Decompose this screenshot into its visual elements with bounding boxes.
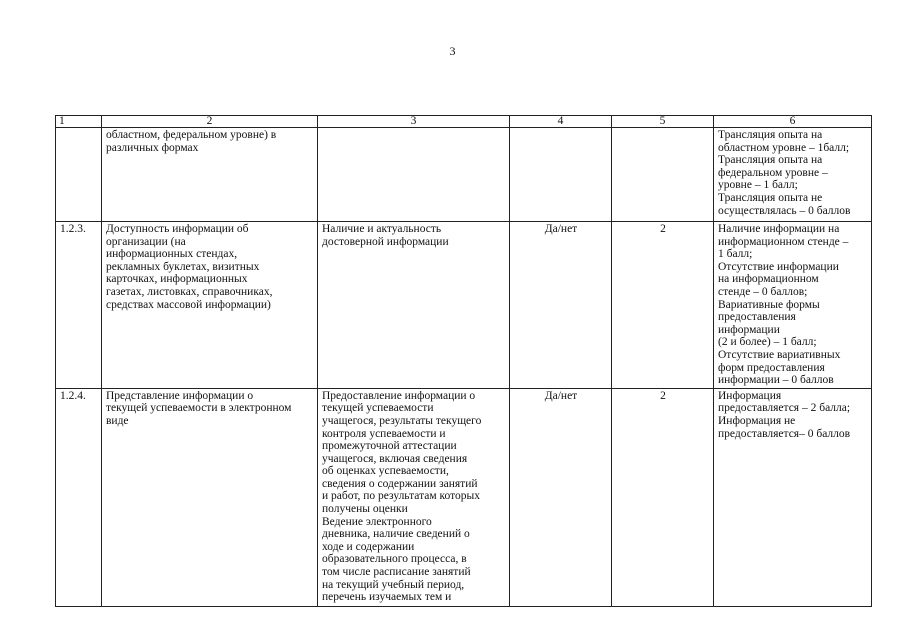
cell-text-line: организации (на	[106, 235, 186, 248]
cell-text-line: дневника, наличие сведений о	[322, 528, 470, 541]
cell-text-line: информационных стендах,	[106, 248, 238, 261]
cell-text-line: промежуточной аттестации	[322, 440, 457, 453]
cell-text-line: стенде – 0 баллов;	[718, 285, 808, 298]
table-header-row	[56, 116, 872, 128]
header-cell-2: 2	[102, 116, 318, 128]
cell-text-line: Ведение электронного	[322, 515, 432, 528]
cell-text-line: Трансляция опыта на	[718, 129, 823, 141]
cell-text-line: образовательного процесса, в	[322, 553, 467, 566]
scoring-cell	[714, 222, 872, 389]
cell-text-line: текущей успеваемости	[322, 402, 434, 415]
cell-text-line: ходе и содержании	[322, 540, 415, 553]
cell-text-line: осуществлялась – 0 баллов	[718, 204, 851, 217]
criteria-cell	[318, 388, 510, 606]
cell-text-line: сведения о содержании занятий	[322, 477, 478, 490]
cell-text-line: форм предоставления	[718, 361, 825, 374]
cell-text-line: получены оценки	[322, 503, 408, 516]
cell-text-line: различных формах	[106, 141, 199, 154]
cell-text-line: Наличие информации на	[718, 223, 840, 235]
cell-text-line: учащегося, результаты текущего	[322, 414, 482, 427]
criteria-cell	[318, 222, 510, 389]
cell-text-line: виде	[106, 414, 129, 427]
criteria-cell	[318, 128, 510, 222]
cell-text-line: (2 и более) – 1 балл;	[718, 336, 817, 349]
header-cell-3: 3	[318, 116, 510, 128]
cell-text-line: 1 балл;	[718, 248, 753, 261]
cell-text-line: уровне – 1 балл;	[718, 179, 798, 192]
cell-text-line: учащегося, включая сведения	[322, 452, 468, 465]
cell-text-line: и работ, по результатам которых	[322, 490, 480, 503]
page-number: 3	[449, 44, 456, 58]
scoring-cell	[714, 388, 872, 606]
cell-text-line: информации – 0 баллов	[718, 374, 834, 387]
cell-text-line: карточках, информационных	[106, 273, 248, 286]
indicator-cell	[102, 128, 318, 222]
cell-text-line: Трансляция опыта на	[718, 154, 823, 167]
max-score-cell: 2	[612, 222, 714, 389]
cell-text-line: Доступность информации об	[106, 223, 249, 235]
cell-text-line: информационном стенде –	[718, 235, 849, 248]
header-cell-1: 1	[56, 116, 102, 128]
cell-text-line: достоверной информации	[322, 235, 449, 248]
answer-cell: Да/нет	[510, 388, 612, 606]
answer-cell	[510, 128, 612, 222]
scoring-cell	[714, 128, 872, 222]
cell-text-line: текущей успеваемости в электронном	[106, 402, 292, 415]
cell-text-line: областном уровне – 1балл;	[718, 141, 850, 154]
criteria-table	[55, 115, 872, 607]
row-number-cell	[56, 128, 102, 222]
header-cell-4: 4	[510, 116, 612, 128]
cell-text-line: предоставления	[718, 311, 796, 324]
cell-text-line: Отсутствие вариативных	[718, 348, 841, 361]
cell-text-line: на текущий учебный период,	[322, 578, 465, 591]
cell-text-line: том числе расписание занятий	[322, 566, 471, 579]
cell-text-line: Отсутствие информации	[718, 260, 839, 273]
cell-text-line: на информационном	[718, 273, 819, 286]
header-cell-5: 5	[612, 116, 714, 128]
table-row	[56, 128, 872, 222]
cell-text-line: Вариативные формы	[718, 298, 820, 311]
cell-text-line: Трансляция опыта не	[718, 191, 823, 204]
row-number-cell: 1.2.4.	[56, 388, 102, 606]
table-row	[56, 222, 872, 389]
cell-text-line: средствах массовой информации)	[106, 298, 271, 311]
max-score-cell	[612, 128, 714, 222]
cell-text-line: предоставляется – 2 балла;	[718, 402, 851, 415]
cell-text-line: областном, федеральном уровне) в	[106, 129, 277, 141]
cell-text-line: Предоставление информации о	[322, 389, 476, 402]
cell-text-line: об оценках успеваемости,	[322, 465, 449, 478]
cell-text-line: информации	[718, 323, 780, 336]
cell-text-line: Информация	[718, 389, 782, 402]
cell-text-line: газетах, листовках, справочниках,	[106, 285, 273, 298]
indicator-cell	[102, 388, 318, 606]
answer-cell: Да/нет	[510, 222, 612, 389]
cell-text-line: перечень изучаемых тем и	[322, 591, 452, 604]
table-row	[56, 388, 872, 606]
cell-text-line: федеральном уровне –	[718, 166, 828, 179]
cell-text-line: предоставляется– 0 баллов	[718, 427, 851, 440]
cell-text-line: рекламных буклетах, визитных	[106, 260, 260, 273]
indicator-cell	[102, 222, 318, 389]
row-number-cell: 1.2.3.	[56, 222, 102, 389]
max-score-cell: 2	[612, 388, 714, 606]
cell-text-line: Информация не	[718, 414, 796, 427]
cell-text-line: Наличие и актуальность	[322, 223, 442, 235]
header-cell-6: 6	[714, 116, 872, 128]
cell-text-line: Представление информации о	[106, 389, 254, 402]
cell-text-line: контроля успеваемости и	[322, 427, 446, 440]
